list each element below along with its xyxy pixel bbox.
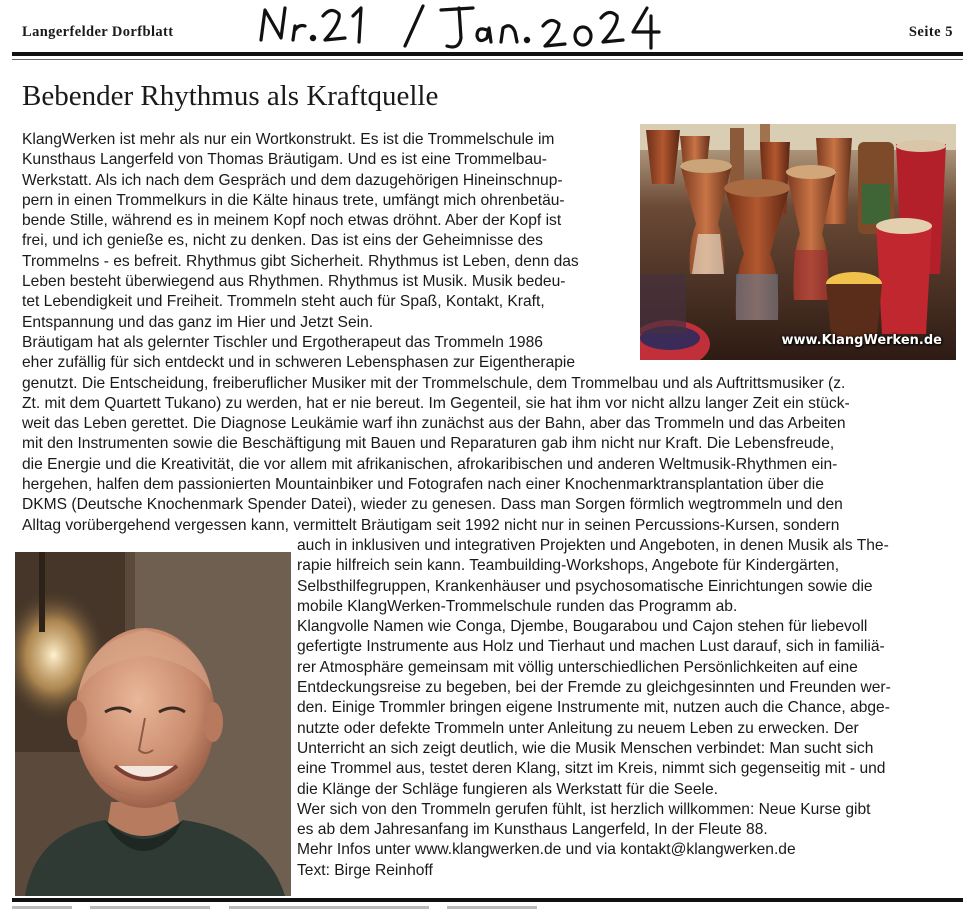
publication-name: Langerfelder Dorfblatt	[22, 24, 174, 40]
header-rule-thin	[12, 59, 963, 60]
article-line: DKMS (Deutsche Knochenmark Spender Datei), wieder zu genesen. Dass man Sorgen förmlich wegtrommeln und den	[22, 496, 843, 514]
article-line: auch in inklusiven und integrativen Projekten und Angeboten, in denen Musik als The-	[297, 537, 889, 554]
article-text-bottom	[297, 536, 967, 881]
portrait-photo	[15, 552, 291, 896]
article-line: Wer sich von den Trommeln gerufen fühlt, ist herzlich willkommen: Neue Kurse gibt	[297, 800, 871, 818]
article-line: Selbsthilfegruppen, Krankenhäuser und psychosomatische Einrichtungen sowie die	[297, 577, 873, 595]
article-line: eine Trommel aus, testet deren Klang, sitzt im Kreis, nimmt sich gegenseitig mit - und	[297, 760, 886, 778]
article-line: Alltag vorübergehend vergessen kann, vermittelt Bräutigam seit 1992 nicht nur in seinen Percussions-Kursen, sondern	[22, 516, 840, 534]
cutoff-fragment	[12, 906, 72, 909]
article-line: KlangWerken ist mehr als nur ein Wortkonstrukt. Es ist die Trommelschule im	[22, 131, 555, 148]
article-line: mobile KlangWerken-Trommelschule runden das Programm ab.	[297, 597, 738, 615]
article-line: die Klänge der Schläge fungieren als Werkstatt für die Seele.	[297, 780, 718, 798]
portrait-illustration	[15, 552, 291, 896]
article-line: es ab dem Jahresanfang im Kunsthaus Langerfeld, In der Fleute 88.	[297, 821, 768, 839]
article-line: Mehr Infos unter www.klangwerken.de und via kontakt@klangwerken.de	[297, 841, 796, 859]
article-line: Bräutigam hat als gelernter Tischler und Ergotherapeut das Trommeln 1986	[22, 334, 543, 351]
footer-rule	[12, 898, 963, 902]
article-line: Text: Birge Reinhoff	[297, 861, 433, 879]
article-line: Zt. mit dem Quartett Tukano) zu werden, hat er nie bereut. Im Gegenteil, sie hat ihm vor nicht allzu langer Zeit ein stück-	[22, 394, 850, 412]
article-line: nutzte oder defekte Trommeln unter Anleitung zu neuem Leben zu erwecken. Der	[297, 719, 859, 737]
article-line: rapie hilfreich sein kann. Teambuilding-Workshops, Angebote für Kindergärten,	[297, 557, 840, 575]
article-line: den. Einige Trommler bringen eigene Instrumente mit, nutzen auch die Chance, abge-	[297, 699, 890, 717]
article-line: tet Lebendigkeit und Freiheit. Trommeln steht auch für Spaß, Kontakt, Kraft,	[22, 293, 545, 311]
article-line: gefertigte Instrumente aus Holz und Tierhaut und machen Lust darauf, sich in familiä-	[297, 638, 885, 656]
cutoff-fragment	[447, 906, 537, 909]
drums-illustration	[640, 124, 956, 360]
article-line: Kunsthaus Langerfeld von Thomas Bräutigam. Und es ist eine Trommelbau-	[22, 151, 547, 169]
article-line: mit den Instrumenten sowie die Beschäftigung mit Bauen und Reparaturen gab ihm nicht nur Kraft. Die Lebensfreude,	[22, 435, 835, 453]
article-line: Entdeckungsreise zu begeben, bei der Fremde zu gleichgesinnten und Freunden wer-	[297, 679, 891, 697]
article-line: genutzt. Die Entscheidung, freiberuflicher Musiker mit der Trommelschule, dem Trommelbau und als Auftrittsmusiker (z.	[22, 374, 846, 392]
article-line: rer Atmosphäre gemeinsam mit völlig unterschiedlichen Persönlichkeiten auf eine	[297, 658, 858, 676]
page-number: Seite 5	[908, 24, 953, 40]
header-rule	[12, 52, 963, 56]
article-line: eher zufällig für sich entdeckt und in schweren Lebensphasen zur Eigentherapie	[22, 354, 576, 372]
article-text-top	[22, 130, 642, 333]
article-line: Klangvolle Namen wie Conga, Djembe, Bougarabou und Cajon stehen für liebevoll	[297, 618, 868, 636]
drums-photo	[640, 124, 956, 360]
article-line: hergehen, halfen dem passionierten Mountainbiker und Fotografen nach einer Knochenmarktransplantation über die	[22, 476, 824, 494]
drums-photo-watermark: www.KlangWerken.de	[781, 333, 942, 348]
article-line: frei, und ich genieße es, nicht zu denken. Das ist eins der Geheimnisse des	[22, 232, 543, 250]
article-line: Entspannung und das ganz im Hier und Jetzt Sein.	[22, 313, 374, 331]
article-line: weit das Leben gerettet. Die Diagnose Leukämie warf ihn zunächst aus der Bahn, aber das Trommeln und das Arbeiten	[22, 415, 846, 433]
cutoff-fragment	[229, 906, 429, 909]
handwritten-issue-glyphs	[255, 2, 695, 54]
article-headline: Bebender Rhythmus als Kraftquelle	[22, 80, 439, 112]
article-line: Unterricht an sich zeigt deutlich, wie die Musik Menschen verbindet: Man sucht sich	[297, 739, 874, 757]
article-text-middle	[22, 333, 962, 536]
article-line: pern in einen Trommelkurs in die Kälte hinaus trete, umfängt mich ohrenbetäu-	[22, 191, 565, 209]
article-line: die Energie und die Kreativität, die vor allem mit afrikanischen, afrokaribischen und anderen Weltmusik-Rhythmen ein-	[22, 455, 838, 473]
article-line: Leben besteht überwiegend aus Rhythmen. Rhythmus ist Musik. Musik bedeu-	[22, 273, 566, 291]
cutoff-fragment	[90, 906, 210, 909]
article-line: Trommelns - es befreit. Rhythmus gibt Sicherheit. Rhythmus ist Leben, denn das	[22, 252, 579, 270]
footer-cutoff-text	[12, 906, 963, 914]
handwritten-issue-note	[255, 2, 695, 54]
article-line: Werkstatt. Als ich nach dem Gespräch und dem dazugehörigen Hineinschnup-	[22, 171, 563, 189]
article-line: bende Stille, während es in meinem Kopf noch etwas dröhnt. Aber der Kopf ist	[22, 212, 562, 230]
